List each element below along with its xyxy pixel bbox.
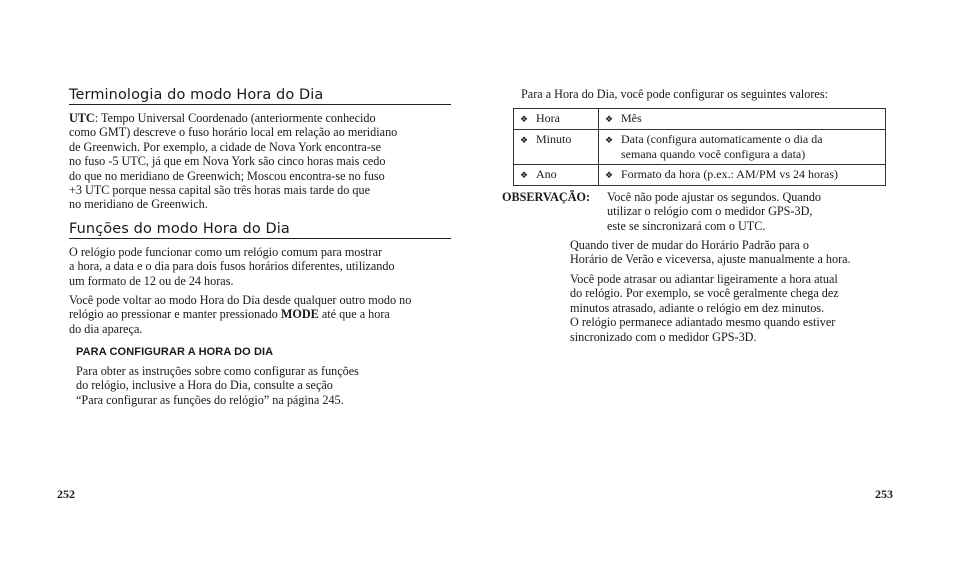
heading-terminologia: Terminologia do modo Hora do Dia — [69, 87, 451, 105]
bullet-icon: ❖ — [520, 169, 529, 180]
funcoes-paragraph-1 — [69, 245, 459, 288]
note-line-0: Você não pode ajustar os segundos. Quando — [607, 190, 822, 204]
options-table — [513, 108, 886, 186]
utc-line-6: no meridiano de Greenwich. — [69, 197, 208, 212]
utc-line-5: +3 UTC porque nessa capital são três horas mais tarde do que — [69, 183, 370, 198]
cell-text: Data (configura automaticamente o dia da semana quando você configura a data) — [621, 132, 823, 161]
rp2-line-3: O relógio permanece adiantado mesmo quando estiver — [570, 315, 836, 330]
bullet-icon: ❖ — [520, 135, 529, 146]
table-row — [514, 130, 886, 165]
p2-line-0: Você pode voltar ao modo Hora do Dia desde qualquer outro modo no — [69, 293, 412, 307]
p1-line-1: a hora, a data e o dia para dois fusos horários diferentes, utilizando — [69, 259, 395, 274]
note-line-1: utilizar o relógio com o medidor GPS-3D, — [607, 204, 813, 219]
note-line-2: este se sincronizará com o UTC. — [607, 218, 766, 233]
utc-text: : Tempo Universal Coordenado (anteriormente conhecido — [94, 111, 376, 125]
note-label-text: OBSERVAÇÃO: — [502, 190, 591, 204]
p2-text-b: até que a hora — [318, 307, 390, 322]
cell-text: Mês — [621, 111, 642, 125]
bullet-icon: ❖ — [605, 135, 614, 146]
adiantar-paragraph — [570, 272, 910, 344]
table-cell — [599, 130, 886, 165]
cell-text: Minuto — [536, 132, 572, 147]
page-number-right: 253 — [875, 487, 893, 501]
funcoes-paragraph-2 — [69, 293, 459, 336]
rp1-line-0: Quando tiver de mudar do Horário Padrão para o — [570, 238, 809, 252]
rp1-line-1: Horário de Verão e viceversa, ajuste manualmente a hora. — [570, 252, 851, 267]
configurar-paragraph — [76, 364, 456, 407]
cell-text: Formato da hora (p.ex.: AM/PM vs 24 horas) — [621, 166, 838, 181]
rp2-line-1: do relógio. Por exemplo, se você geralmente chega dez — [570, 286, 839, 301]
utc-term: UTC — [69, 111, 95, 125]
p1-line-2: um formato de 12 ou de 24 horas. — [69, 273, 234, 288]
p2-text-a: relógio ao pressionar e manter pressionado — [69, 307, 281, 322]
p3-line-2: “Para configurar as funções do relógio” na página 245. — [76, 392, 344, 407]
table-cell — [599, 109, 886, 130]
mode-keyword: MODE — [280, 307, 319, 322]
intro-text: Para a Hora do Dia, você pode configurar os seguintes valores: — [521, 87, 828, 101]
p2-line-1 — [69, 307, 459, 321]
cell-text: Ano — [536, 166, 557, 181]
heading-funcoes: Funções do modo Hora do Dia — [69, 221, 451, 239]
subheading-configurar: PARA CONFIGURAR A HORA DO DIA — [76, 346, 274, 358]
rp2-line-2: minutos atrasado, adiante o relógio em dez minutos. — [570, 300, 825, 315]
table-cell — [514, 164, 599, 185]
note-text — [607, 190, 897, 233]
rp2-line-4: sincronizado com o medidor GPS-3D. — [570, 329, 757, 344]
table-cell — [514, 109, 599, 130]
utc-line-4: do que no meridiano de Greenwich; Moscou encontra-se no fuso — [69, 168, 385, 183]
utc-line-1: como GMT) descreve o fuso horário local em relação ao meridiano — [69, 125, 398, 140]
cell-text: Hora — [536, 111, 560, 125]
p3-line-1: do relógio, inclusive a Hora do Dia, consulte a seção — [76, 378, 333, 393]
bullet-icon: ❖ — [605, 169, 614, 180]
table-row — [514, 109, 886, 130]
rp2-line-0: Você pode atrasar ou adiantar ligeiramente a hora atual — [570, 272, 838, 286]
bullet-icon: ❖ — [520, 114, 529, 124]
note-label — [502, 190, 590, 204]
p3-line-0: Para obter as instruções sobre como configurar as funções — [76, 364, 359, 378]
utc-line-3: no fuso -5 UTC, já que em Nova York são cinco horas mais cedo — [69, 154, 386, 169]
utc-line-2: de Greenwich. Por exemplo, a cidade de Nova York encontra-se — [69, 139, 382, 154]
page-number-left: 252 — [57, 487, 75, 501]
p2-line-2: do dia apareça. — [69, 321, 143, 336]
utc-paragraph — [69, 111, 459, 212]
table-cell — [599, 164, 886, 185]
table-row — [514, 164, 886, 185]
p1-line-0: O relógio pode funcionar como um relógio comum para mostrar — [69, 245, 383, 259]
horario-paragraph — [570, 238, 910, 267]
utc-line-0 — [69, 111, 459, 125]
table-cell — [514, 130, 599, 165]
bullet-icon: ❖ — [605, 114, 614, 124]
